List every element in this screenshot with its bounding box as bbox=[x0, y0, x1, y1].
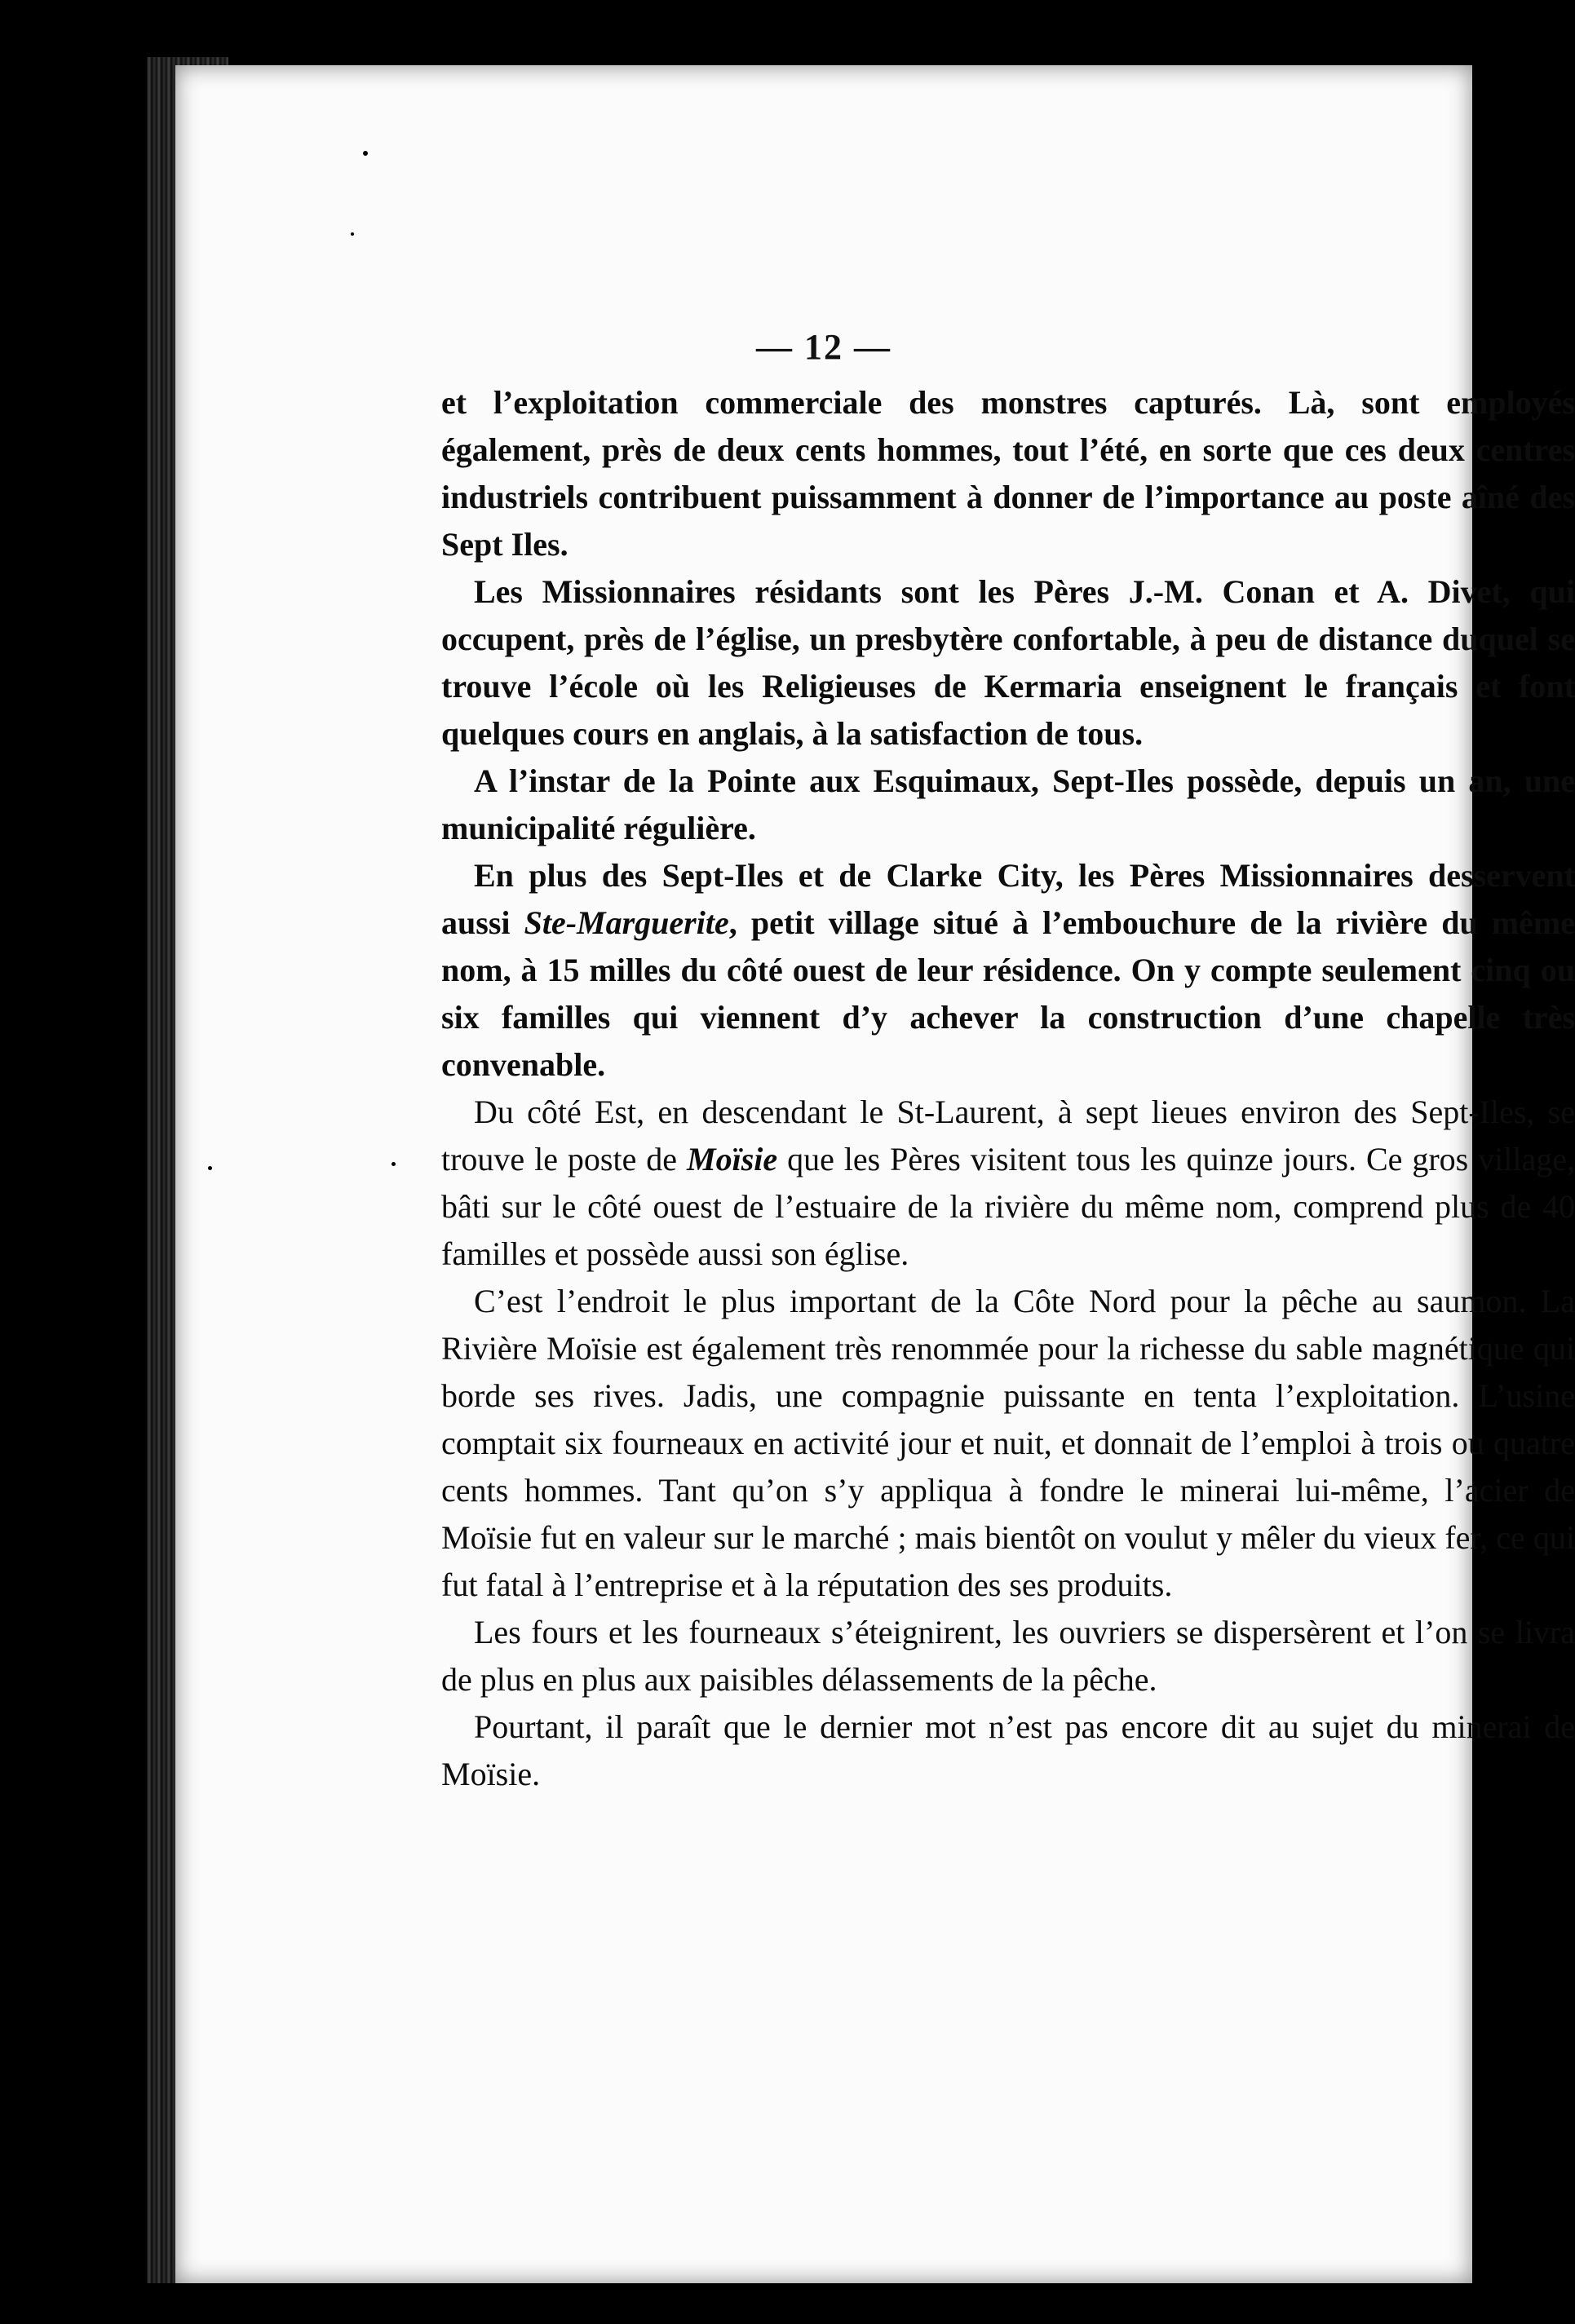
scan-speck bbox=[351, 232, 354, 236]
paragraph-4-text-a: En plus des Sept-Iles et de Clarke City, les Pères Missionnaires desservent aussi bbox=[441, 857, 1575, 941]
paragraph-7: Les fours et les fourneaux s’éteignirent, les ouvriers se dispersèrent et l’on se livra de plus en plus aux paisibles délassements de la pêche. bbox=[441, 1614, 1575, 1698]
paragraph-3: A l’instar de la Pointe aux Esquimaux, Sept-Iles possède, depuis un an, une municipalité régulière. bbox=[441, 762, 1575, 846]
scan-speck bbox=[392, 1162, 396, 1166]
paragraph-5-text-b: que les Pères visitent tous les quinze jours. Ce gros village, bâti sur le côté ouest de l’estuaire de la rivière du même nom, comprend plus de 40 familles et possède aussi son église. bbox=[441, 1141, 1575, 1272]
scan-speck bbox=[363, 151, 368, 156]
paragraph-5 bbox=[441, 1089, 1575, 1278]
paragraph-8: Pourtant, il paraît que le dernier mot n’est pas encore dit au sujet du minerai de Moïsie. bbox=[441, 1708, 1575, 1792]
paragraph-4-text-b: , petit village situé à l’embouchure de la rivière du même nom, à 15 milles du côté ouest de leur résidence. On y compte seulement cinq ou six familles qui viennent d’y achever la construction d’une chapelle très convenable. bbox=[441, 904, 1575, 1083]
paragraph-1: et l’exploitation commerciale des monstres capturés. Là, sont employés également, près de deux cents hommes, tout l’été, en sorte que ces deux centres industriels contribuent puissamment à donner de l’importance au poste aîné des Sept Iles. bbox=[441, 384, 1575, 563]
paragraph-6: C’est l’endroit le plus important de la Côte Nord pour la pêche au saumon. La Rivière Moïsie est également très renommée pour la richesse du sable magnétique qui borde ses rives. Jadis, une compagnie puissante en tenta l’exploitation. L’usine comptait six fourneaux en activité jour et nuit, et donnait de l’emploi à trois ou quatre cents hommes. Tant qu’on s’y appliqua à fondre le minerai lui-même, l’acier de Moïsie fut en valeur sur le marché ; mais bientôt on voulut y mêler du vieux fer, ce qui fut fatal à l’entreprise et à la réputation des ses produits. bbox=[441, 1283, 1575, 1603]
scan-speck bbox=[208, 1166, 212, 1170]
page-number: — 12 — bbox=[756, 327, 891, 367]
body-text bbox=[441, 379, 1575, 1798]
paragraph-5-text-a: Du côté Est, en descendant le St-Laurent, à sept lieues environ des Sept-Iles, se trouve le poste de bbox=[441, 1094, 1575, 1177]
paragraph-4 bbox=[441, 852, 1575, 1089]
place-name-moisie: Moïsie bbox=[687, 1141, 778, 1177]
book-page bbox=[175, 65, 1575, 2283]
paragraph-2: Les Missionnaires résidants sont les Pères J.-M. Conan et A. Divet, qui occupent, près de l’église, un presbytère confortable, à peu de distance duquel se trouve l’école où les Religieuses de Kermaria enseignent le français et font quelques cours en anglais, à la satisfaction de tous. bbox=[441, 573, 1575, 752]
place-name-ste-marguerite: Ste-Marguerite bbox=[524, 904, 729, 941]
